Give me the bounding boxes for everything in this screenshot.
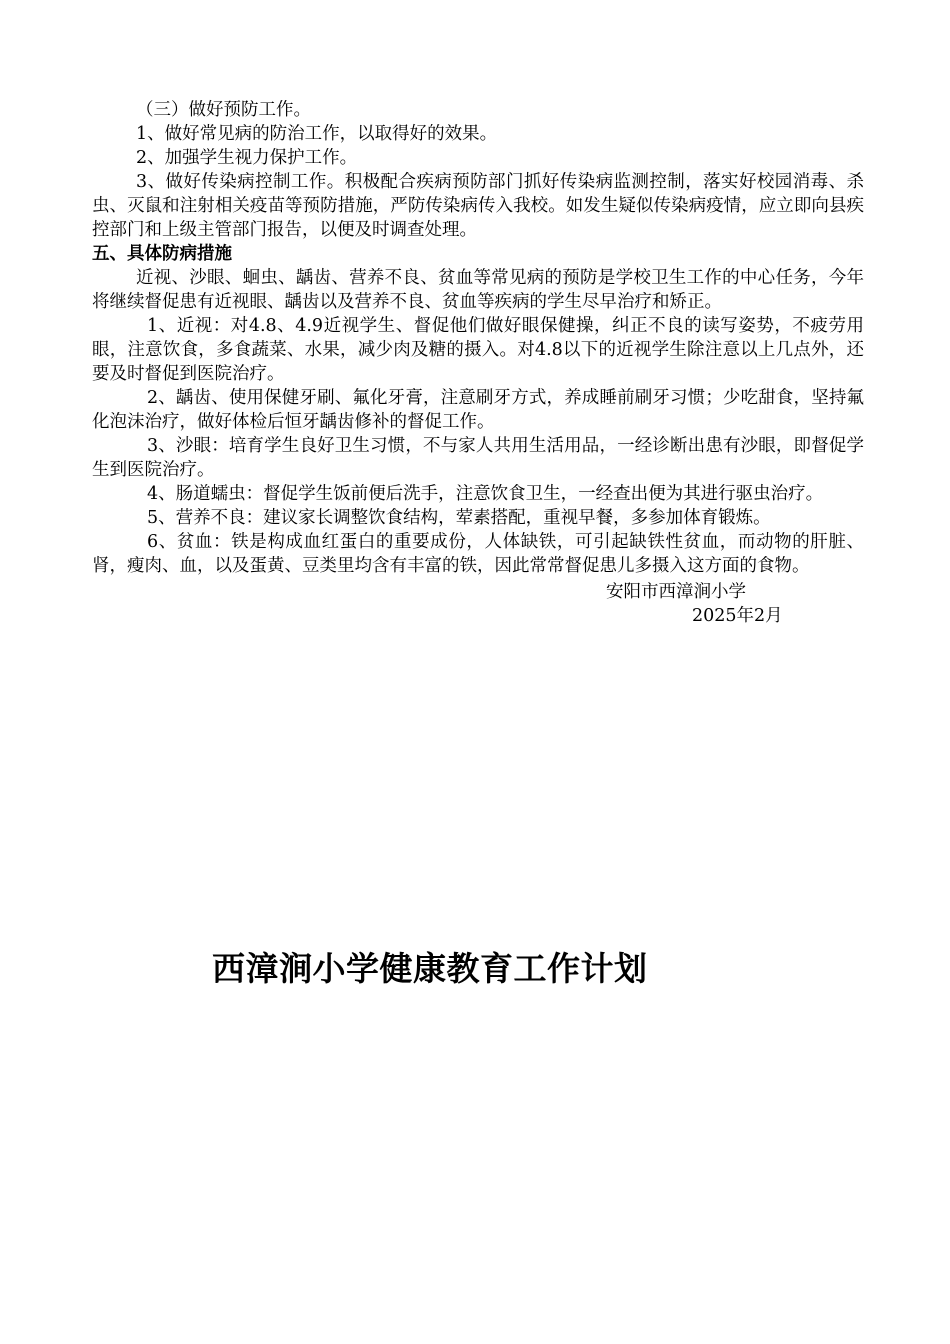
measure-anemia: 6、贫血：铁是构成血红蛋白的重要成份，人体缺铁，可引起缺铁性贫血，而动物的肝脏、肾，瘦肉、血，以及蛋黄、豆类里均含有丰富的铁，因此常常督促患儿多摄入这方面的食物。 xyxy=(92,532,864,576)
document-body xyxy=(92,98,864,628)
section3-item-2: 2、加强学生视力保护工作。 xyxy=(136,148,358,168)
measure-worms: 4、肠道蠕虫：督促学生饭前便后洗手，注意饮食卫生，一经查出便为其进行驱虫治疗。 xyxy=(147,484,824,504)
measure-malnutrition: 5、营养不良：建议家长调整饮食结构，荤素搭配，重视早餐，多参加体育锻炼。 xyxy=(147,508,771,528)
signature-org: 安阳市西漳涧小学 xyxy=(606,582,746,602)
document-title: 西漳涧小学健康教育工作计划 xyxy=(212,949,648,988)
signature-date: 2025年2月 xyxy=(692,606,783,626)
section3-item-1: 1、做好常见病的防治工作，以取得好的效果。 xyxy=(136,124,498,144)
section3-title: （三）做好预防工作。 xyxy=(136,100,311,120)
section5-intro: 近视、沙眼、蛔虫、龋齿、营养不良、贫血等常见病的预防是学校卫生工作的中心任务，今年将继续督促患有近视眼、龋齿以及营养不良、贫血等疾病的学生尽早治疗和矫正。 xyxy=(92,268,864,312)
measure-trachoma: 3、沙眼：培育学生良好卫生习惯，不与家人共用生活用品，一经诊断出患有沙眼，即督促学生到医院治疗。 xyxy=(92,436,864,480)
measure-myopia: 1、近视：对4.8、4.9近视学生、督促他们做好眼保健操，纠正不良的读写姿势，不疲劳用眼，注意饮食，多食蔬菜、水果，减少肉及糖的摄入。对4.8以下的近视学生除注意以上几点外，还要及时督促到医院治疗。 xyxy=(92,316,864,384)
section3-item-3: 3、做好传染病控制工作。积极配合疾病预防部门抓好传染病监测控制，落实好校园消毒、杀虫、灭鼠和注射相关疫苗等预防措施，严防传染病传入我校。如发生疑似传染病疫情，应立即向县疾控部门和上级主管部门报告，以便及时调查处理。 xyxy=(92,172,864,240)
section5-heading: 五、具体防病措施 xyxy=(92,244,232,264)
measure-caries: 2、龋齿、使用保健牙刷、氟化牙膏，注意刷牙方式，养成睡前刷牙习惯；少吃甜食，坚持氟化泡沫治疗，做好体检后恒牙龋齿修补的督促工作。 xyxy=(92,388,864,432)
